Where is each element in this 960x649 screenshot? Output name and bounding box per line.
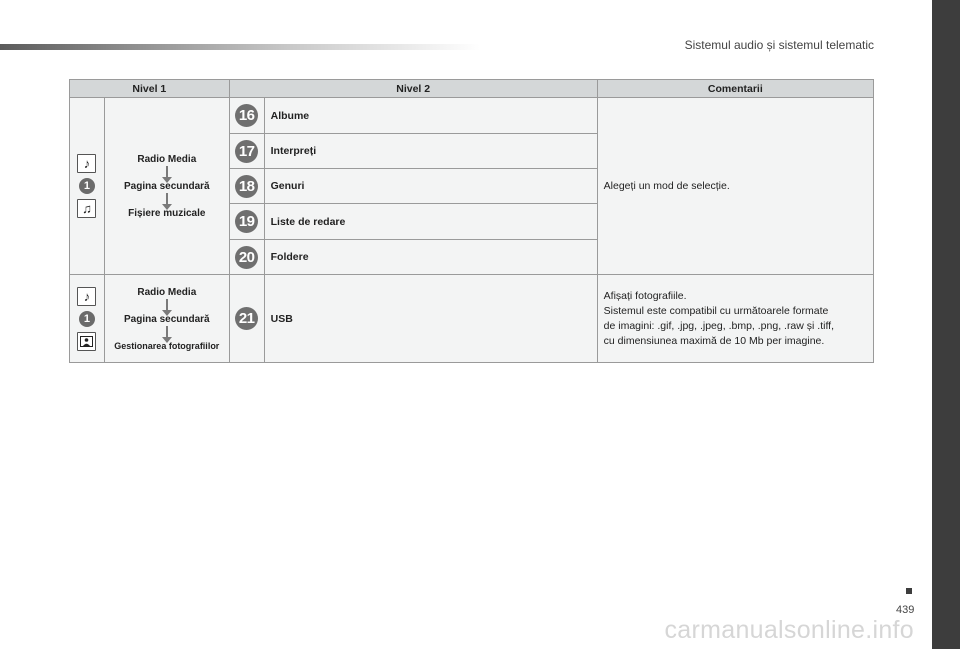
badge-cell [229, 169, 264, 204]
level2-cell [264, 204, 597, 240]
level1-item: Radio Media [137, 286, 197, 298]
level2-label: USB [270, 312, 293, 325]
badge-cell [229, 98, 264, 134]
comment-cell [597, 98, 873, 275]
level2-cell [264, 240, 597, 275]
comment-line: cu dimensiunea maximă de 10 Mb per imagine. [603, 334, 825, 347]
arrow-down-icon [166, 166, 168, 178]
page-header-title: Sistemul audio și sistemul telematic [684, 38, 874, 52]
arrow-down-icon [166, 193, 168, 205]
level1-badge: 1 [79, 178, 95, 194]
badge-cell [229, 240, 264, 275]
level2-cell [264, 169, 597, 204]
level2-label: Genuri [270, 180, 305, 192]
level1-cell [104, 98, 229, 275]
step-badge: 17 [235, 140, 258, 163]
music-note-icon: ♪ [77, 154, 96, 173]
level2-label: Liste de redare [270, 215, 346, 228]
photo-icon [77, 332, 96, 351]
badge-cell [229, 275, 264, 363]
level2-cell [264, 98, 597, 134]
page-number: 439 [896, 604, 915, 616]
level1-item: Pagina secundară [124, 180, 210, 192]
level2-cell [264, 134, 597, 169]
comment-line: Sistemul este compatibil cu următoarele formate [603, 304, 829, 317]
level1-cell [104, 275, 229, 363]
step-badge: 21 [235, 307, 258, 330]
level1-item: Fișiere muzicale [128, 207, 206, 219]
side-tab-strip [932, 0, 960, 649]
music-note-icon: ♪ [77, 287, 96, 306]
level1-item: Pagina secundară [124, 313, 210, 325]
column-header-comments: Comentarii [597, 80, 873, 98]
step-badge: 20 [235, 246, 258, 269]
level2-label: Foldere [270, 251, 309, 263]
table-row [70, 275, 874, 363]
step-badge: 19 [235, 210, 258, 233]
table-row [70, 98, 874, 134]
comment-line: Afișați fotografiile. [603, 289, 687, 302]
badge-cell [229, 134, 264, 169]
music-notes-icon: ♫ [77, 199, 96, 218]
level1-item: Radio Media [137, 153, 197, 165]
level1-item: Gestionarea fotografiilor [114, 340, 220, 351]
step-badge: 16 [235, 104, 258, 127]
level2-label: Interpreți [270, 145, 317, 157]
page-marker [906, 588, 912, 594]
level1-badge: 1 [79, 311, 95, 327]
column-header-level1: Nivel 1 [70, 80, 230, 98]
level2-label: Albume [270, 109, 310, 122]
level2-cell [264, 275, 597, 363]
comment-line: de imagini: .gif, .jpg, .jpeg, .bmp, .png, .raw și .tiff, [603, 319, 835, 332]
comment-cell [597, 275, 873, 363]
comment-text [598, 285, 873, 353]
header-gradient-bar [0, 44, 480, 50]
icon-cell [70, 98, 105, 275]
watermark: carmanualsonline.info [664, 616, 914, 644]
navigation-table [69, 79, 874, 363]
column-header-level2: Nivel 2 [229, 80, 597, 98]
icon-cell [70, 275, 105, 363]
arrow-down-icon [166, 326, 168, 338]
badge-cell [229, 204, 264, 240]
comment-text: Alegeți un mod de selecție. [603, 179, 730, 192]
step-badge: 18 [235, 175, 258, 198]
arrow-down-icon [166, 299, 168, 311]
